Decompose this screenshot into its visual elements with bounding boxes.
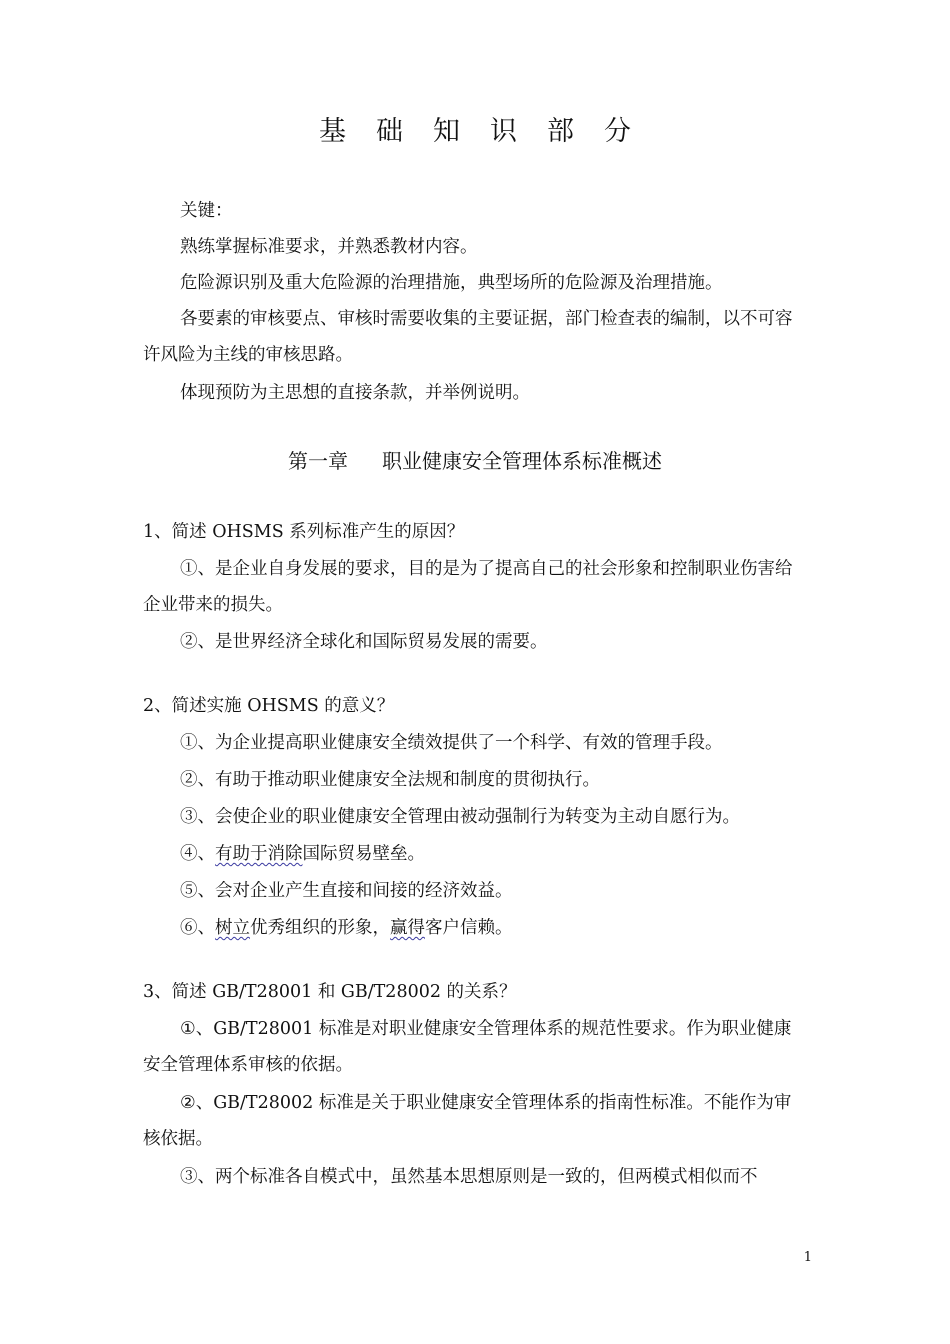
q3-answer-1: ①、GB/T28001 标准是对职业健康安全管理体系的规范性要求。作为职业健康安全管理体系审核的依据。 [143, 1019, 792, 1075]
spellcheck-underlined-text: 赢得 [390, 918, 425, 938]
q3-answer-2: ②、GB/T28002 标准是关于职业健康安全管理体系的指南性标准。不能作为审核依据。 [143, 1093, 792, 1149]
chapter-heading [0, 446, 950, 476]
q2-answer-6-prefix: ⑥、 [180, 918, 215, 938]
q2-answer-3: ③、会使企业的职业健康安全管理由被动强制行为转变为主动自愿行为。 [180, 807, 740, 827]
intro-line-3: 各要素的审核要点、审核时需要收集的主要证据，部门检查表的编制，以不可容许风险为主线的审核思路。 [143, 309, 793, 365]
page-number: 1 [803, 1250, 812, 1265]
q2-answer-4-prefix: ④、 [180, 844, 215, 864]
chapter-number: 第一章 [288, 449, 348, 473]
q1-answer-2: ②、是世界经济全球化和国际贸易发展的需要。 [180, 632, 548, 652]
q2-answer-6-rest: 客户信赖。 [425, 918, 513, 938]
spellcheck-underlined-text: 树立 [215, 918, 250, 938]
intro-line-2: 危险源识别及重大危险源的治理措施，典型场所的危险源及治理措施。 [180, 273, 723, 293]
q2-answer-6 [143, 910, 808, 946]
q2-answer-4 [143, 836, 808, 872]
q2-answer-6-mid: 优秀组织的形象， [250, 918, 390, 938]
spellcheck-underlined-text: 有助于消除 [215, 844, 303, 864]
q2-answer-4-rest: 国际贸易壁垒。 [302, 844, 425, 864]
q2-answer-1: ①、为企业提高职业健康安全绩效提供了一个科学、有效的管理手段。 [180, 733, 723, 753]
page-title: 基础知识部分 [319, 116, 661, 147]
q2-answer-5: ⑤、会对企业产生直接和间接的经济效益。 [180, 881, 513, 901]
question-3: 3、简述 GB/T28001 和 GB/T28002 的关系？ [143, 982, 517, 1002]
q1-answer-1: ①、是企业自身发展的要求，目的是为了提高自己的社会形象和控制职业伤害给企业带来的损失。 [143, 559, 793, 615]
intro-key: 关键： [180, 201, 233, 221]
chapter-title: 职业健康安全管理体系标准概述 [382, 449, 662, 473]
q3-answer-3: ③、两个标准各自模式中，虽然基本思想原则是一致的，但两模式相似而不 [180, 1167, 758, 1187]
q2-answer-2: ②、有助于推动职业健康安全法规和制度的贯彻执行。 [180, 770, 600, 790]
question-2: 2、简述实施 OHSMS 的意义？ [143, 696, 395, 716]
intro-line-1: 熟练掌握标准要求，并熟悉教材内容。 [180, 237, 478, 257]
question-1: 1、简述 OHSMS 系列标准产生的原因？ [143, 522, 465, 542]
intro-line-4: 体现预防为主思想的直接条款，并举例说明。 [180, 383, 530, 403]
